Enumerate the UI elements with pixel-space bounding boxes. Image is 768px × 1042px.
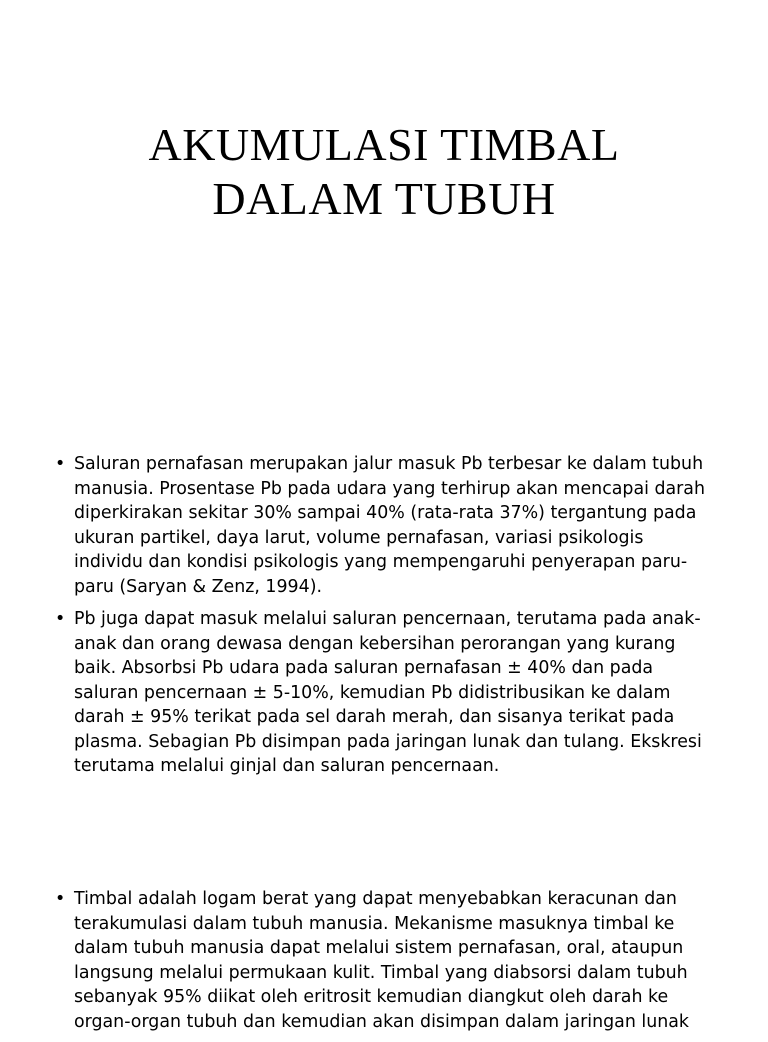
- bullet-text: Pb juga dapat masuk melalui saluran pencernaan, terutama pada anak-anak dan orang dewasa dengan kebersihan perorangan yang kurang baik. Absorbsi Pb udara pada saluran pernafasan ± 40% dan pada saluran pencernaan ± 5-10%, kemudian Pb didistribusikan ke dalam darah ± 95% terikat pada sel darah merah, dan sisanya terikat pada plasma. Sebagian Pb disimpan pada jaringan lunak dan tulang. Ekskresi terutama melalui ginjal dan saluran pencernaan.: [74, 609, 702, 776]
- bullet-text: Saluran pernafasan merupakan jalur masuk Pb terbesar ke dalam tubuh manusia. Prosentase Pb pada udara yang terhirup akan mencapai darah diperkirakan sekitar 30% sampai 40% (rata-rata 37%) tergantung pada ukuran partikel, daya larut, volume pernafasan, variasi psikologis individu dan kondisi psikologis yang mempengaruhi penyerapan paru-paru (Saryan & Zenz, 1994).: [74, 454, 705, 597]
- slide-title: [0, 118, 768, 226]
- bullet-dot-icon: •: [55, 454, 66, 474]
- bullet-dot-icon: •: [55, 889, 66, 909]
- bullet-text: Timbal adalah logam berat yang dapat menyebabkan keracunan dan terakumulasi dalam tubuh manusia. Mekanisme masuknya timbal ke dalam tubuh manusia dapat melalui sistem pernafasan, oral, ataupun langsung melalui permukaan kulit. Timbal yang diabsorsi dalam tubuh sebanyak 95% diikat oleh eritrosit kemudian diangkut oleh darah ke organ-organ tubuh dan kemudian akan disimpan dalam jaringan lunak: [74, 889, 689, 1032]
- slide-title-line-1: AKUMULASI TIMBAL: [148, 119, 620, 170]
- bullet-dot-icon: •: [55, 609, 66, 629]
- bullet-item: [55, 607, 715, 779]
- bullet-item: [55, 452, 715, 599]
- slide-title-line-2: DALAM TUBUH: [212, 173, 556, 224]
- bullet-list-section-a: [55, 452, 715, 787]
- bullet-item: [55, 887, 715, 1034]
- bullet-list-section-b: [55, 887, 715, 1042]
